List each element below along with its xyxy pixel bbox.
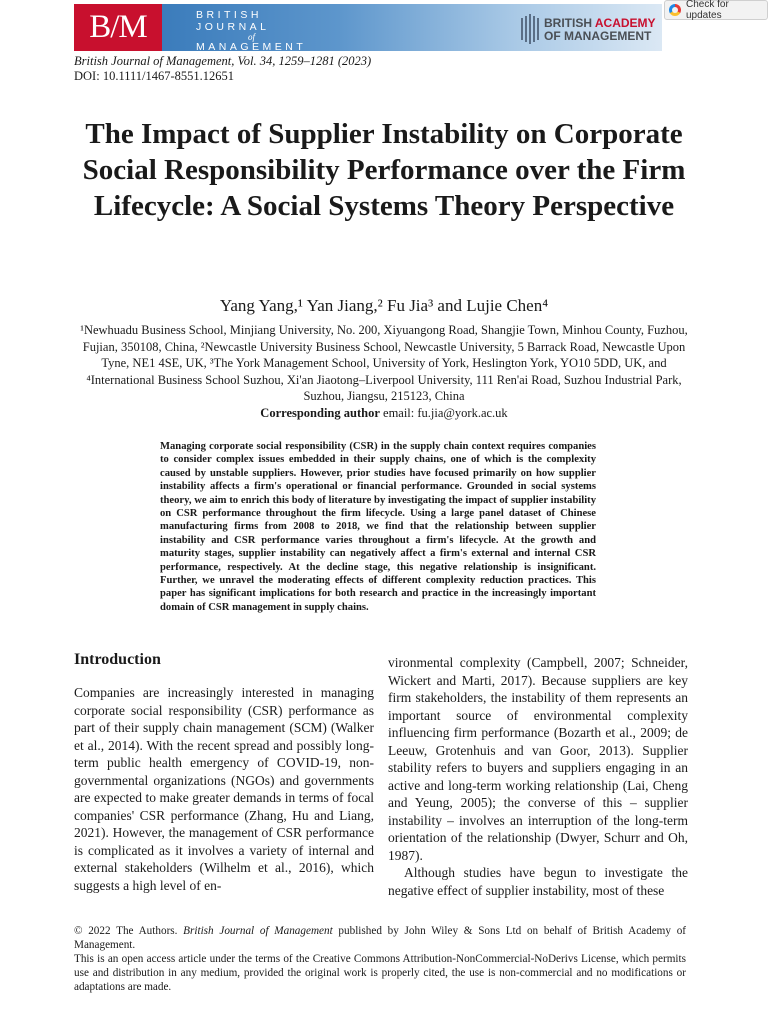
doi: DOI: 10.1111/1467-8551.12651 bbox=[74, 69, 235, 83]
journal-name-line: BRITISH bbox=[196, 9, 262, 21]
section-heading: Introduction bbox=[74, 651, 161, 668]
check-for-updates-button[interactable] bbox=[664, 0, 768, 20]
abstract: Managing corporate social responsibility (CSR) in the supply chain context requires companies to consider complex issues embedded in their supply chains, one of which is the complexity caused by unstable suppliers. However, prior studies have focused primarily on how supplier instability affects a firm's operational or financial performance. Grounded in social systems theory, we aim to enrich this body of literature by investigating the impact of supplier instability on CSR performance throughout the firm lifecycle. Using a large panel dataset of Chinese manufacturing firms from 2008 to 2018, we find that the relationship between supplier instability and CSR performance varies throughout a firm's lifecycle. At the growth and maturity stages, supplier instability can negatively affect a firm's external and internal CSR performance, respectively. At the decline stage, this negative relationship is insignificant. Further, we unravel the moderating effects of different complexity reduction practices. This paper has significant implications for both research and practice in the increasingly important domain of CSR management in supply chains. bbox=[160, 441, 596, 613]
corresponding-email[interactable]: email: fu.jia@york.ac.uk bbox=[379, 405, 508, 420]
journal-name-italic: British Journal of Management bbox=[183, 925, 333, 937]
body-paragraph: Companies are increasingly interested in managing corporate social responsibility (CSR) performance as part of their supply chain management (SCM) (Walker et al., 2014). With the recent spread and possibly long-term public health emergency of COVID-19, non-governmental organizations (NGOs) and governments are expected to make greater demands in terms of focal companies' CSR performance (Zhang, Hu and Liang, 2021). However, the management of CSR performance is complicated as it involves a variety of internal and external stakeholders (Wilhelm et al., 2016), which suggests a high level of en- bbox=[74, 685, 374, 893]
bam-text-line: OF MANAGEMENT bbox=[544, 29, 652, 43]
bam-logo-icon bbox=[520, 14, 540, 44]
author-list: Yang Yang,¹ Yan Jiang,² Fu Jia³ and Lujie Chen⁴ bbox=[219, 296, 549, 315]
bjm-logo: B/M bbox=[74, 4, 162, 51]
copyright-text: published by John Wiley & Sons Ltd on behalf of British Academy of Management. bbox=[74, 925, 687, 951]
journal-name bbox=[196, 9, 306, 51]
license-text: This is an open access article under the terms of the Creative Commons Attribution-NonCommercial-NoDerivs License, which permits use and distribution in any medium, provided the original work is properly cited, the use is non-commercial and no modifications or adaptations are made. bbox=[74, 953, 686, 993]
bam-logo-text bbox=[544, 17, 656, 43]
journal-banner bbox=[74, 4, 662, 51]
body-column-right bbox=[388, 654, 688, 899]
copyright-footer bbox=[74, 924, 686, 994]
citation bbox=[74, 54, 371, 84]
affiliation-text: ¹Newhuadu Business School, Minjiang University, No. 200, Xiyuangong Road, Shangjie Town, Minhou County, Fuzhou, Fujian, 350108, China, ²Newcastle University Business School, Newcastle University, 5 Barrack Road, Newcastle Upon Tyne, NE1 4SE, UK, ³The York Management School, University of York, Heslington York, YO10 5DD, UK, and ⁴International Business School Suzhou, Xi'an Jiaotong–Liverpool University, 111 Ren'ai Road, Suzhou Industrial Park, Suzhou, Jiangsu, 215123, China bbox=[80, 323, 688, 404]
journal-name-line: MANAGEMENT bbox=[196, 41, 307, 51]
affiliations bbox=[74, 322, 694, 422]
corresponding-author-label: Corresponding author bbox=[260, 405, 380, 420]
copyright-text: © 2022 The Authors. bbox=[74, 925, 184, 937]
crossmark-icon bbox=[669, 4, 681, 16]
check-for-updates-label: Check for updates bbox=[685, 0, 729, 21]
journal-name-line: of bbox=[248, 32, 256, 42]
body-column-left bbox=[74, 650, 374, 894]
journal-citation: British Journal of Management, Vol. 34, 1259–1281 (2023) bbox=[74, 54, 372, 68]
article-title: The Impact of Supplier Instability on Corporate Social Responsibility Performance over the Firm Lifecycle: A Social Systems Theory Perspective bbox=[82, 118, 686, 222]
journal-name-line: JOURNAL bbox=[196, 21, 270, 33]
body-paragraph: Although studies have begun to investigate the negative effect of supplier instability, most of these bbox=[388, 865, 688, 898]
copyright-line bbox=[74, 924, 686, 952]
bam-text-accent: ACADEMY bbox=[594, 16, 656, 30]
bam-text-line: BRITISH bbox=[544, 16, 595, 30]
body-paragraph: vironmental complexity (Campbell, 2007; Schneider, Wickert and Marti, 2017). Because suppliers are key firm stakeholders, the instability of them represents an important source of environmental complexity influencing firm performance (Bozarth et al., 2009; de Leeuw, Grotenhuis and van Goor, 2013). Supplier stability refers to buyers and suppliers engaging in an active and long-term working relationship (Lai, Cheng and Yeung, 2005); the converse of this – supplier instability – involves an interruption of the long-term orientation of the relationship (Dwyer, Schurr and Oh, 1987). bbox=[388, 655, 688, 863]
